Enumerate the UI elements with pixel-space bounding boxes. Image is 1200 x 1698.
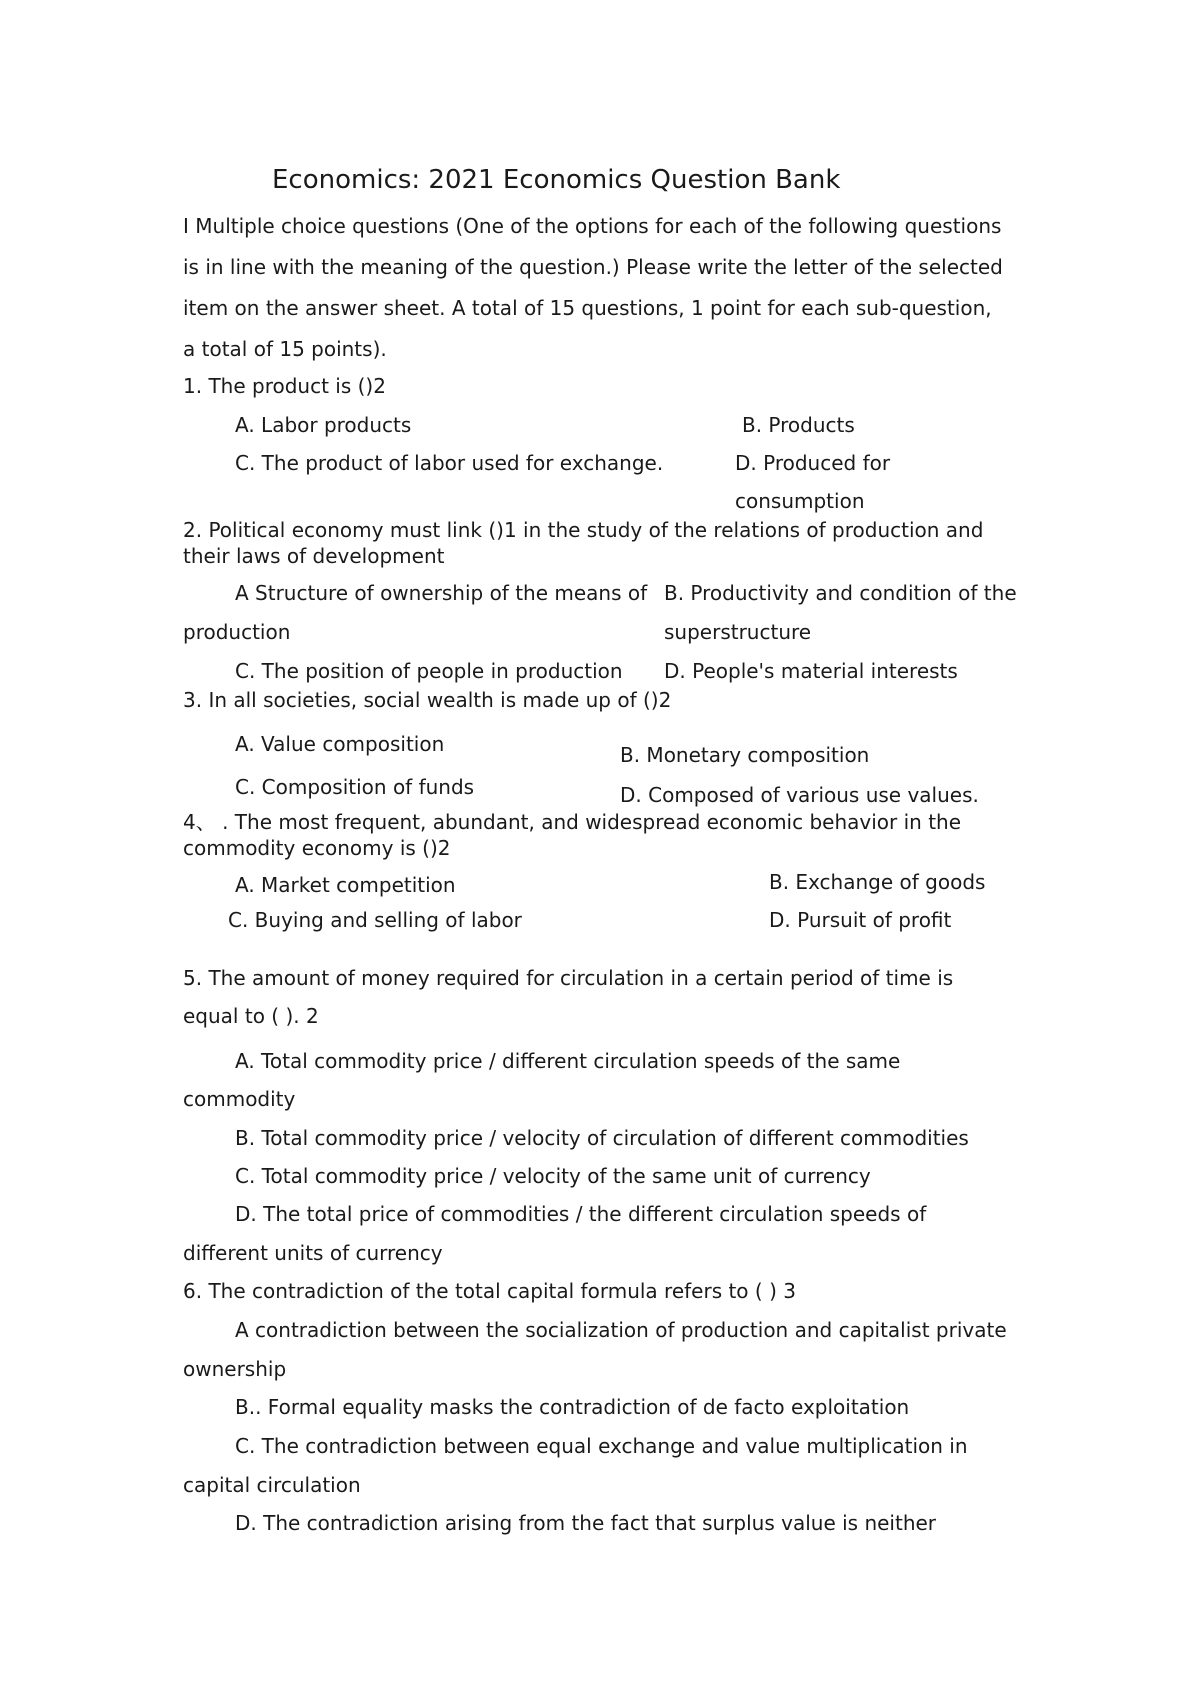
- option-d-continued: consumption: [735, 489, 865, 513]
- option-a-continued: production: [183, 620, 291, 644]
- option-b: B. Productivity and condition of the: [664, 581, 1017, 605]
- intro-line: I Multiple choice questions (One of the options for each of the following questions: [183, 214, 1002, 238]
- page-title: Economics: 2021 Economics Question Bank: [272, 165, 841, 195]
- question-stem: their laws of development: [183, 544, 445, 568]
- option-a: A contradiction between the socialization of production and capitalist private: [235, 1318, 1007, 1342]
- option-c: C. The product of labor used for exchange.: [235, 451, 664, 475]
- intro-line: item on the answer sheet. A total of 15 questions, 1 point for each sub-question,: [183, 296, 992, 320]
- option-a-continued: ownership: [183, 1357, 287, 1381]
- option-c: C. Total commodity price / velocity of the same unit of currency: [235, 1164, 871, 1188]
- option-b: B. Exchange of goods: [769, 870, 986, 894]
- option-a: A. Total commodity price / different circulation speeds of the same: [235, 1049, 901, 1073]
- option-c-continued: capital circulation: [183, 1473, 361, 1497]
- option-c: C. Buying and selling of labor: [228, 908, 522, 932]
- option-a: A Structure of ownership of the means of: [235, 581, 648, 605]
- option-d: D. Pursuit of profit: [769, 908, 952, 932]
- question-stem: 2. Political economy must link ()1 in the study of the relations of production and: [183, 518, 984, 542]
- option-c: C. The position of people in production: [235, 659, 623, 683]
- option-c: C. Composition of funds: [235, 775, 475, 799]
- option-c: C. The contradiction between equal exchange and value multiplication in: [235, 1434, 968, 1458]
- question-stem: 6. The contradiction of the total capital formula refers to ( ) 3: [183, 1279, 796, 1303]
- option-d: D. The total price of commodities / the different circulation speeds of: [235, 1202, 927, 1226]
- question-stem: 4、 . The most frequent, abundant, and widespread economic behavior in the: [183, 810, 962, 834]
- intro-line: a total of 15 points).: [183, 337, 387, 361]
- option-d: D. Produced for: [735, 451, 891, 475]
- option-b: B. Products: [742, 413, 855, 437]
- option-d: D. Composed of various use values.: [620, 783, 979, 807]
- option-d: D. People's material interests: [664, 659, 958, 683]
- option-d-continued: different units of currency: [183, 1241, 443, 1265]
- option-d: D. The contradiction arising from the fact that surplus value is neither: [235, 1511, 937, 1535]
- option-a-continued: commodity: [183, 1087, 296, 1111]
- question-stem: 1. The product is ()2: [183, 374, 386, 398]
- option-b: B. Monetary composition: [620, 743, 870, 767]
- option-a: A. Market competition: [235, 873, 456, 897]
- option-b-continued: superstructure: [664, 620, 812, 644]
- option-a: A. Value composition: [235, 732, 445, 756]
- question-stem: 5. The amount of money required for circulation in a certain period of time is: [183, 966, 954, 990]
- question-stem: commodity economy is ()2: [183, 836, 451, 860]
- option-b: B. Total commodity price / velocity of circulation of different commodities: [235, 1126, 969, 1150]
- option-b: B.. Formal equality masks the contradiction of de facto exploitation: [235, 1395, 910, 1419]
- option-a: A. Labor products: [235, 413, 412, 437]
- question-stem: equal to ( ). 2: [183, 1004, 319, 1028]
- question-stem: 3. In all societies, social wealth is made up of ()2: [183, 688, 672, 712]
- intro-line: is in line with the meaning of the question.) Please write the letter of the selected: [183, 255, 1003, 279]
